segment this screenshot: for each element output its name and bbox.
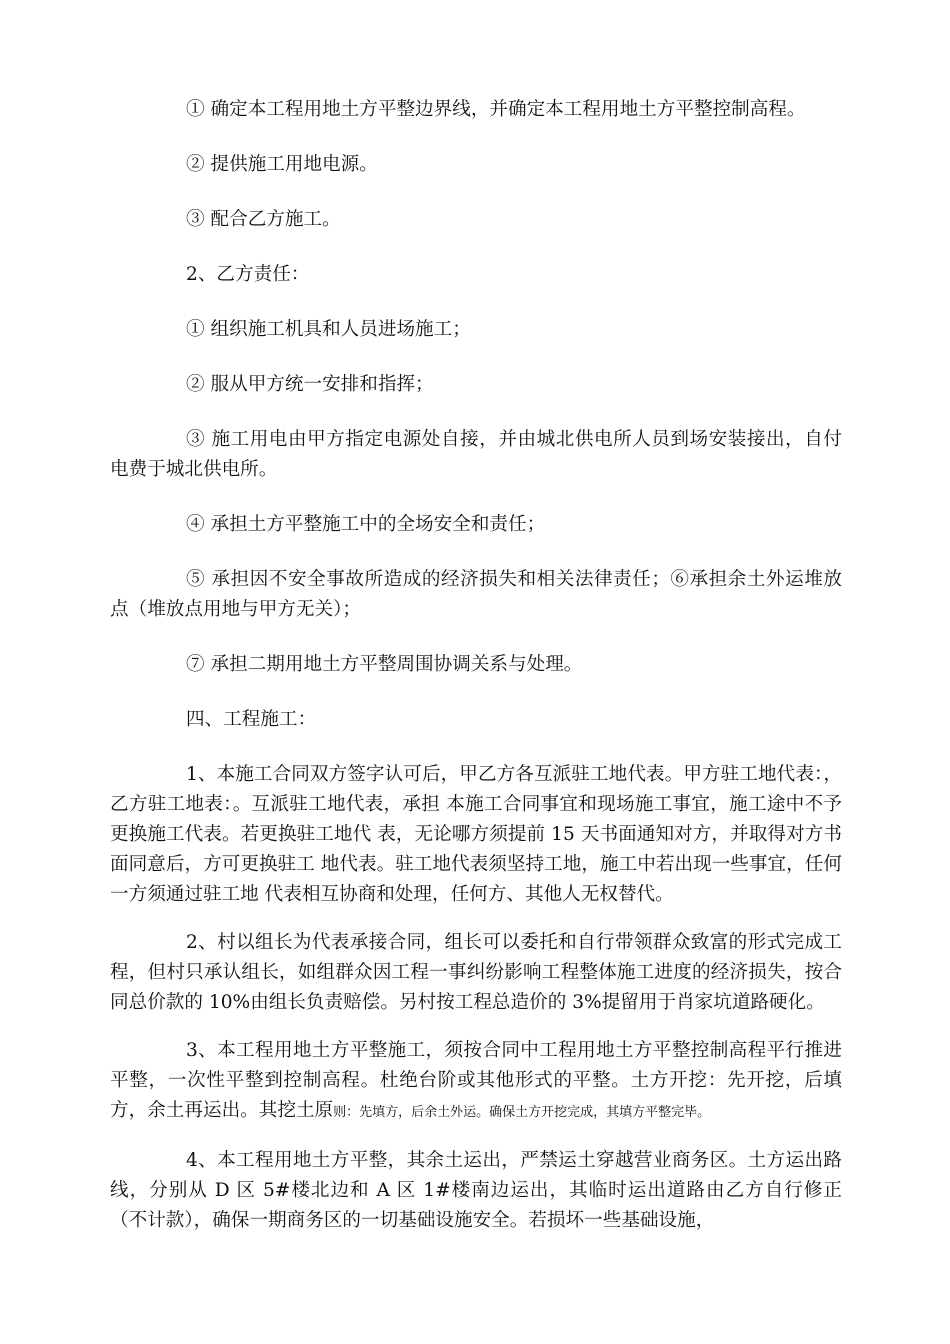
paragraph-construction-3: [110, 1036, 842, 1128]
paragraph-party-b-duty-3: ③ 施工用电由甲方指定电源处自接，并由城北供电所人员到场安装接出，自付电费于城北供电所。: [110, 429, 842, 480]
paragraph-construction-2: 2、村以组长为代表承接合同，组长可以委托和自行带领群众致富的形式完成工程，但村只承认组长，如组群众因工程一事纠纷影响工程整体施工进度的经济损失，按合同总价款的 10%由组长负责赔偿。另村按工程总造价的 3%提留用于肖家坑道路硬化。: [110, 932, 842, 1013]
paragraph-party-b-duty-7: ⑦ 承担二期用地土方平整周围协调关系与处理。: [186, 654, 583, 675]
paragraph-party-b-duty-5-6: ⑤ 承担因不安全事故所造成的经济损失和相关法律责任；⑥承担余土外运堆放点（堆放点用地与甲方无关）；: [110, 569, 842, 620]
paragraph-party-b-duty-4: ④ 承担土方平整施工中的全场安全和责任；: [186, 514, 546, 535]
paragraph-party-b-duty-2: ② 服从甲方统一安排和指挥；: [186, 374, 434, 395]
paragraph-party-a-duty-2: ② 提供施工用地电源。: [186, 154, 378, 175]
paragraph-construction-1: 1、本施工合同双方签字认可后，甲乙方各互派驻工地代表。甲方驻工地代表：，乙方驻工地表：。互派驻工地代表，承担 本施工合同事宜和现场施工事宜，施工途中不予更换施工代表。若更换驻工地代 表，无论哪方须提前 15 天书面通知对方，并取得对方书面同意后，方可更换驻工 地代表。驻工地代表须坚持工地，施工中若出现一些事宜，任何一方须通过驻工地 代表相互协商和处理，任何方、其他人无权替代。: [110, 764, 842, 905]
paragraph-construction-3-tail: 则：先填方，后余土外运。确保土方开挖完成，其填方平整完毕。: [333, 1105, 711, 1120]
paragraph-construction-4: 4、本工程用地土方平整，其余土运出，严禁运土穿越营业商务区。土方运出路线，分别从 D 区 5#楼北边和 A 区 1#楼南边运出，其临时运出道路由乙方自行修正（不计款），确保一期商务区的一切基础设施安全。若损坏一些基础设施，: [110, 1150, 842, 1231]
document-page: [110, 95, 842, 1236]
paragraph-construction-3-main: 3、本工程用地土方平整施工，须按合同中工程用地土方平整控制高程平行推进平整，一次性平整到控制高程。杜绝台阶或其他形式的平整。土方开挖：先开挖，后填方，余土再运出。其挖土原: [110, 1040, 842, 1121]
paragraph-party-b-duty-1: ① 组织施工机具和人员进场施工；: [186, 319, 471, 340]
paragraph-party-a-duty-3: ③ 配合乙方施工。: [186, 209, 341, 230]
heading-party-b-duties: 2、乙方责任：: [186, 264, 310, 285]
heading-construction: 四、工程施工：: [186, 709, 317, 730]
paragraph-party-a-duty-1: ① 确定本工程用地土方平整边界线，并确定本工程用地土方平整控制高程。: [186, 99, 806, 120]
